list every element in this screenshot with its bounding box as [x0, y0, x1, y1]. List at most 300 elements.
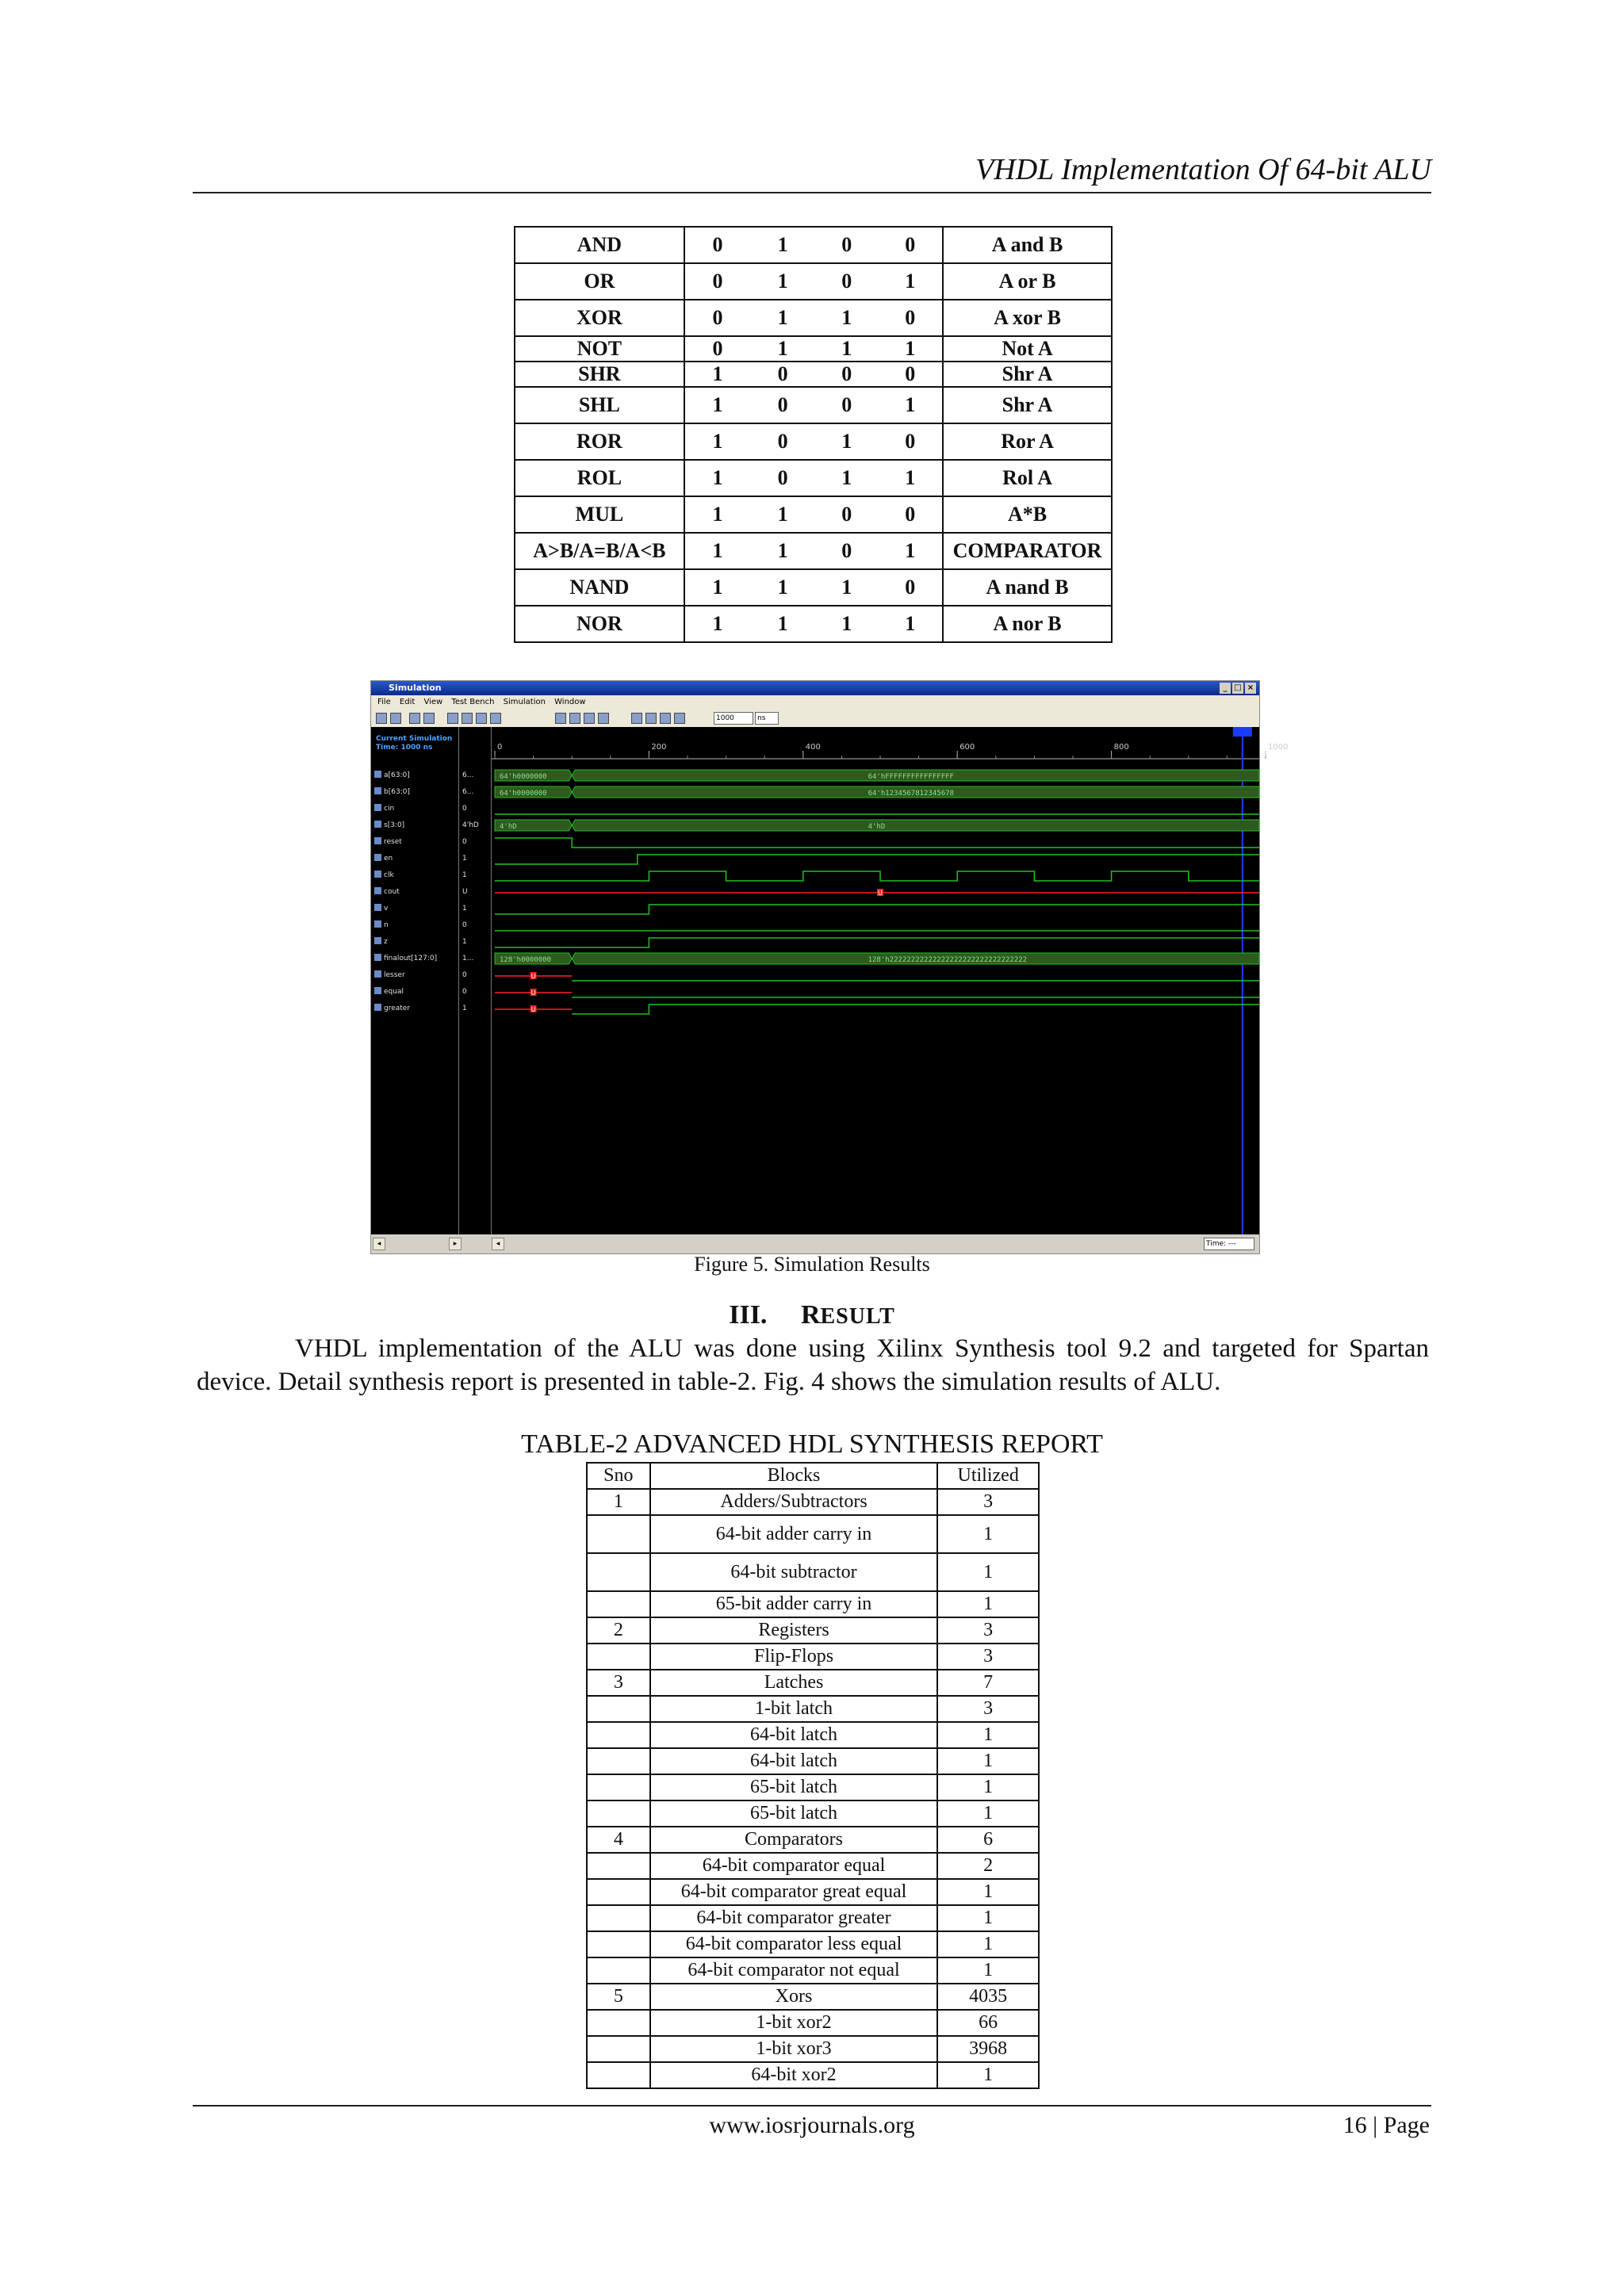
opcode-name: MUL	[515, 496, 684, 533]
cell-block: 64-bit adder carry in	[650, 1515, 938, 1553]
signal-name[interactable]	[374, 918, 389, 932]
table-row	[587, 1722, 1039, 1748]
opcode-name: ROR	[515, 423, 684, 460]
simulation-toolbar	[371, 710, 1259, 728]
table-row	[587, 1489, 1039, 1515]
signal-waveform	[495, 855, 1259, 864]
bus-signal-icon	[374, 787, 381, 794]
cell-sno	[587, 1553, 650, 1591]
opcode-row	[515, 263, 1112, 300]
opcode-bit: 0	[750, 387, 815, 423]
section-number: III.	[729, 1300, 768, 1330]
header-utilized: Utilized	[937, 1463, 1039, 1489]
bus-signal-icon	[374, 821, 381, 828]
opcode-bit: 1	[684, 460, 751, 496]
cell-utilized: 1	[937, 1931, 1039, 1957]
simulation-title-bar	[371, 681, 1259, 695]
opcode-bit: 0	[879, 496, 944, 533]
opcode-bit: 1	[750, 336, 815, 362]
cell-utilized: 2	[937, 1853, 1039, 1879]
signal-icon	[374, 1004, 381, 1011]
bus-value-label: 4'hD	[500, 823, 517, 831]
signal-value: 1	[462, 1004, 467, 1012]
opcode-bit: 1	[750, 533, 815, 569]
signal-waveform	[572, 1004, 1259, 1014]
signal-name[interactable]	[374, 885, 400, 899]
opcode-result: Rol A	[943, 460, 1112, 496]
zoom-out-icon[interactable]	[569, 713, 580, 724]
signal-icon	[374, 837, 381, 844]
undefined-marker-label: U	[878, 890, 883, 897]
cell-block: 65-bit latch	[650, 1774, 938, 1800]
header-blocks: Blocks	[650, 1463, 938, 1489]
menu-view[interactable]: View	[423, 698, 443, 706]
table-row	[587, 1696, 1039, 1722]
cell-sno	[587, 2036, 650, 2062]
opcode-bit: 0	[684, 263, 751, 300]
opcode-name: SHL	[515, 387, 684, 423]
signal-value: 6...	[462, 771, 474, 779]
opcode-bit: 1	[750, 496, 815, 533]
zoom-full-icon[interactable]	[598, 713, 609, 724]
opcode-row	[515, 362, 1112, 387]
signal-value: 0	[462, 838, 467, 846]
marker-icon[interactable]	[462, 713, 473, 724]
cell-sno: 1	[587, 1489, 650, 1515]
opcode-bit: 1	[684, 533, 751, 569]
opcode-row	[515, 227, 1112, 263]
cell-sno	[587, 1696, 650, 1722]
opcode-bit: 0	[879, 569, 944, 606]
bus-value-label: 128'h0000000	[500, 956, 552, 964]
cell-sno	[587, 2010, 650, 2036]
cell-utilized: 66	[937, 2010, 1039, 2036]
maximize-icon[interactable]: □	[1232, 683, 1243, 694]
signal-name-text: b[63:0]	[384, 788, 410, 796]
signal-value: U	[462, 888, 468, 896]
signal-name-text: a[63:0]	[384, 771, 410, 779]
menu-file[interactable]: File	[377, 698, 391, 706]
opcode-bit: 1	[750, 263, 815, 300]
current-simulation-label	[376, 735, 452, 752]
table-row	[587, 1591, 1039, 1617]
signal-name-text: cout	[384, 888, 400, 896]
opcode-bit: 0	[815, 263, 879, 300]
table-row	[587, 1748, 1039, 1774]
signal-icon	[374, 804, 381, 811]
cell-sno	[587, 1722, 650, 1748]
signal-waveform	[495, 871, 1259, 881]
wave-icon[interactable]	[490, 713, 501, 724]
opcode-name: A>B/A=B/A<B	[515, 533, 684, 569]
section-title-initial: R	[800, 1300, 821, 1330]
cell-block: 64-bit subtractor	[650, 1553, 938, 1591]
opcode-bit: 1	[879, 460, 944, 496]
opcode-bit: 0	[815, 362, 879, 387]
signal-waveform	[495, 905, 1259, 914]
opcode-bit: 1	[684, 362, 751, 387]
opcode-bit: 1	[815, 460, 879, 496]
table-row	[587, 1774, 1039, 1800]
cell-utilized: 3968	[937, 2036, 1039, 2062]
table-row	[587, 1931, 1039, 1957]
signal-waveform	[495, 938, 1259, 947]
opcode-bit: 1	[815, 606, 879, 642]
cell-block: Adders/Subtractors	[650, 1489, 938, 1515]
signal-value: 4'hD	[462, 821, 479, 829]
bus-value-label: 64'hFFFFFFFFFFFFFFFF	[868, 773, 954, 781]
save-icon[interactable]	[390, 713, 401, 724]
cell-utilized: 3	[937, 1644, 1039, 1670]
undefined-marker-label: U	[530, 973, 536, 980]
waveform-panel[interactable]	[492, 727, 1289, 1234]
section-title-rest: ESULT	[820, 1304, 895, 1329]
opcode-bit: 1	[684, 569, 751, 606]
close-icon[interactable]: ×	[1245, 683, 1256, 694]
opcode-name: SHR	[515, 362, 684, 387]
zoom-fit-icon[interactable]	[584, 713, 595, 724]
table-row	[587, 1515, 1039, 1553]
opcode-bit: 1	[750, 569, 815, 606]
cell-sno	[587, 1774, 650, 1800]
simulation-menu-bar	[371, 695, 1259, 710]
opcode-result: A*B	[943, 496, 1112, 533]
signal-icon	[374, 970, 381, 978]
header-rule	[193, 192, 1431, 193]
cell-utilized: 3	[937, 1489, 1039, 1515]
opcode-bit: 1	[684, 423, 751, 460]
opcode-bit: 0	[684, 227, 751, 263]
menu-simulation[interactable]: Simulation	[503, 698, 546, 706]
result-paragraph: VHDL implementation of the ALU was done using Xilinx Synthesis tool 9.2 and targeted for Spartan device. Detail synthesis report is presented in table-2. Fig. 4 shows the simulation results of ALU.	[197, 1334, 1429, 1396]
table-row	[587, 1800, 1039, 1827]
opcode-bit: 1	[815, 569, 879, 606]
opcode-bit: 1	[684, 496, 751, 533]
current-simulation-text: Current Simulation	[376, 735, 453, 743]
cell-sno	[587, 1905, 650, 1931]
opcode-name: NOR	[515, 606, 684, 642]
opcode-bit: 1	[684, 387, 751, 423]
footer-page-number: 16 | Page	[1342, 2112, 1430, 2138]
cell-sno: 2	[587, 1617, 650, 1644]
cell-sno	[587, 1853, 650, 1879]
opcode-name: XOR	[515, 300, 684, 336]
cell-sno	[587, 1800, 650, 1827]
signal-name[interactable]	[374, 901, 388, 916]
cell-block: Flip-Flops	[650, 1644, 938, 1670]
add-marker-icon[interactable]	[476, 713, 487, 724]
signal-name-text: s[3:0]	[384, 821, 405, 829]
opcode-name: OR	[515, 263, 684, 300]
run-for-icon[interactable]	[660, 713, 671, 724]
opcode-table	[514, 226, 1113, 643]
scroll-right-icon[interactable]: ▸	[449, 1238, 462, 1250]
opcode-result: Shr A	[943, 387, 1112, 423]
cell-utilized: 1	[937, 1957, 1039, 1984]
opcode-row	[515, 300, 1112, 336]
signal-icon	[374, 987, 381, 994]
header-sno: Sno	[587, 1463, 650, 1489]
opcode-bit: 0	[750, 460, 815, 496]
run-time-input[interactable]: 1000	[714, 712, 753, 725]
cell-sno	[587, 1644, 650, 1670]
opcode-bit: 1	[750, 300, 815, 336]
table-header-row	[587, 1463, 1039, 1489]
synthesis-report-table	[586, 1462, 1040, 2089]
cell-block: 64-bit comparator great equal	[650, 1879, 938, 1905]
table-row	[587, 2062, 1039, 2088]
opcode-bit: 0	[750, 423, 815, 460]
table-row	[587, 1853, 1039, 1879]
cell-sno	[587, 1515, 650, 1553]
signal-value-panel	[459, 727, 492, 1234]
opcode-result: COMPARATOR	[943, 533, 1112, 569]
signal-name-text: z	[384, 938, 388, 946]
cell-utilized: 1	[937, 1748, 1039, 1774]
cell-block: Registers	[650, 1617, 938, 1644]
opcode-result: A nand B	[943, 569, 1112, 606]
signal-icon	[374, 920, 381, 928]
cell-utilized: 3	[937, 1617, 1039, 1644]
cell-utilized: 1	[937, 1722, 1039, 1748]
cell-sno	[587, 1879, 650, 1905]
opcode-bit: 0	[684, 336, 751, 362]
footer-rule	[193, 2105, 1431, 2107]
bus-signal-icon	[374, 771, 381, 778]
section-heading	[0, 1300, 1624, 1330]
opcode-row	[515, 460, 1112, 496]
undefined-marker-label: U	[530, 1006, 536, 1013]
cell-block: 64-bit latch	[650, 1722, 938, 1748]
cell-block: 65-bit latch	[650, 1800, 938, 1827]
footer-url[interactable]: www.iosrjournals.org	[709, 2112, 915, 2138]
zoom-in-icon[interactable]	[555, 713, 566, 724]
opcode-bit: 1	[815, 336, 879, 362]
table-row	[587, 1644, 1039, 1670]
running-header-title: VHDL Implementation Of 64-bit ALU	[975, 153, 1431, 186]
copy-icon[interactable]	[409, 713, 420, 724]
opcode-result: A xor B	[943, 300, 1112, 336]
cell-block: 64-bit comparator greater	[650, 1905, 938, 1931]
opcode-bit: 0	[815, 387, 879, 423]
cell-utilized: 1	[937, 1553, 1039, 1591]
signal-name-text: n	[384, 921, 389, 929]
opcode-bit: 1	[684, 606, 751, 642]
signal-value: 1	[462, 905, 467, 913]
signal-name-panel	[371, 727, 459, 1234]
opcode-result: A nor B	[943, 606, 1112, 642]
opcode-bit: 0	[815, 496, 879, 533]
cell-sno	[587, 1957, 650, 1984]
signal-name[interactable]	[374, 935, 388, 949]
table-row	[587, 2010, 1039, 2036]
opcode-bit: 0	[879, 423, 944, 460]
cell-block: 1-bit latch	[650, 1696, 938, 1722]
run-time-unit-select[interactable]: ns	[755, 712, 779, 725]
signal-name[interactable]	[374, 985, 404, 999]
menu-test-bench[interactable]: Test Bench	[451, 698, 495, 706]
opcode-name: NOT	[515, 336, 684, 362]
signal-name-text: finalout[127:0]	[384, 955, 438, 962]
opcode-row	[515, 423, 1112, 460]
opcode-result: Not A	[943, 336, 1112, 362]
cell-block: 64-bit xor2	[650, 2062, 938, 2088]
opcode-bit: 0	[815, 227, 879, 263]
opcode-bit: 1	[879, 263, 944, 300]
signal-name[interactable]	[374, 851, 393, 866]
signal-waveform	[495, 838, 1259, 848]
opcode-bit: 1	[879, 387, 944, 423]
time-tick-label: 600	[959, 743, 975, 752]
cell-utilized: 1	[937, 2062, 1039, 2088]
cell-block: Comparators	[650, 1827, 938, 1853]
opcode-bit: 1	[815, 423, 879, 460]
signal-name-text: v	[384, 905, 389, 913]
table-row	[587, 1827, 1039, 1853]
opcode-row	[515, 569, 1112, 606]
cell-utilized: 1	[937, 1905, 1039, 1931]
opcode-row	[515, 336, 1112, 362]
cell-sno	[587, 1591, 650, 1617]
opcode-row	[515, 606, 1112, 642]
current-simulation-time: Time: 1000 ns	[376, 744, 433, 752]
time-tick-label: 1000	[1268, 743, 1289, 752]
signal-value: 1	[462, 855, 467, 863]
cell-block: 64-bit comparator equal	[650, 1853, 938, 1879]
opcode-bit: 0	[684, 300, 751, 336]
cursor-icon[interactable]	[447, 713, 458, 724]
table-row	[587, 1553, 1039, 1591]
menu-edit[interactable]: Edit	[399, 698, 416, 706]
pause-icon[interactable]	[645, 713, 657, 724]
signal-icon	[374, 887, 381, 894]
table2-title: TABLE-2 ADVANCED HDL SYNTHESIS REPORT	[521, 1429, 1103, 1459]
signal-name[interactable]	[374, 951, 437, 966]
cell-block: 65-bit adder carry in	[650, 1591, 938, 1617]
cell-sno	[587, 1931, 650, 1957]
opcode-bit: 1	[879, 336, 944, 362]
opcode-result: Ror A	[943, 423, 1112, 460]
opcode-bit: 1	[815, 300, 879, 336]
scroll-left-icon[interactable]: ◂	[373, 1238, 385, 1250]
signal-name-text: lesser	[384, 971, 405, 979]
opcode-row	[515, 496, 1112, 533]
cell-sno: 5	[587, 1984, 650, 2010]
cell-block: 64-bit comparator not equal	[650, 1957, 938, 1984]
time-field: Time: ---	[1204, 1238, 1254, 1250]
bus-value-label: 128'h22222222222222222222222222222222	[868, 956, 1028, 964]
signal-name[interactable]	[374, 768, 410, 783]
bus-segment	[572, 820, 1259, 831]
time-cursor-handle	[1233, 727, 1252, 737]
time-tick-label: 200	[651, 743, 667, 752]
cell-utilized: 1	[937, 1879, 1039, 1905]
opcode-result: A or B	[943, 263, 1112, 300]
signal-value: 0	[462, 805, 467, 813]
bus-value-label: 64'h1234567812345678	[868, 790, 954, 798]
new-icon[interactable]	[376, 713, 387, 724]
bus-value-label: 64'h0000000	[500, 790, 547, 798]
opcode-bit: 0	[815, 533, 879, 569]
table-row	[587, 2036, 1039, 2062]
signal-name[interactable]	[374, 968, 405, 982]
signal-name[interactable]	[374, 802, 394, 816]
opcode-result: A and B	[943, 227, 1112, 263]
table-row	[587, 1957, 1039, 1984]
opcode-bit: 1	[750, 227, 815, 263]
cell-block: Latches	[650, 1670, 938, 1696]
horizontal-scrollbar[interactable]	[371, 1234, 1259, 1253]
signal-icon	[374, 871, 381, 878]
simulation-screenshot	[370, 680, 1289, 1254]
signal-name[interactable]	[374, 1001, 410, 1016]
bus-value-label: 64'h0000000	[500, 773, 547, 781]
cell-block: Xors	[650, 1984, 938, 2010]
signal-value: 0	[462, 988, 467, 996]
signal-name[interactable]	[374, 785, 410, 799]
cell-sno	[587, 1748, 650, 1774]
time-tick-label: 800	[1113, 743, 1129, 752]
signal-value: 0	[462, 971, 467, 979]
cell-sno: 3	[587, 1670, 650, 1696]
opcode-row	[515, 387, 1112, 423]
opcode-row	[515, 533, 1112, 569]
signal-name[interactable]	[374, 818, 404, 832]
wave-scroll-left-icon[interactable]: ◂	[492, 1238, 504, 1250]
time-ruler	[492, 727, 1259, 759]
cell-block: 1-bit xor2	[650, 2010, 938, 2036]
restart-icon[interactable]	[674, 713, 685, 724]
table-row	[587, 1984, 1039, 2010]
signal-name-text: en	[384, 855, 393, 863]
cell-block: 64-bit comparator less equal	[650, 1931, 938, 1957]
cell-utilized: 1	[937, 1774, 1039, 1800]
signal-icon	[374, 937, 381, 944]
minimize-icon[interactable]: _	[1220, 683, 1231, 694]
cell-block: 64-bit latch	[650, 1748, 938, 1774]
time-tick-label: 0	[497, 743, 503, 752]
cell-utilized: 7	[937, 1670, 1039, 1696]
menu-window[interactable]: Window	[554, 698, 586, 706]
signal-name[interactable]	[374, 868, 394, 882]
table-row	[587, 1670, 1039, 1696]
opcode-bit: 0	[750, 362, 815, 387]
signal-icon	[374, 904, 381, 911]
paste-icon[interactable]	[423, 713, 435, 724]
cell-block: 1-bit xor3	[650, 2036, 938, 2062]
table-row	[587, 1617, 1039, 1644]
cell-utilized: 1	[937, 1591, 1039, 1617]
cell-sno	[587, 2062, 650, 2088]
signal-name-text: clk	[384, 871, 394, 879]
opcode-name: ROL	[515, 460, 684, 496]
run-icon[interactable]	[631, 713, 642, 724]
cell-utilized: 4035	[937, 1984, 1039, 2010]
figure-caption: Figure 5. Simulation Results	[694, 1253, 930, 1276]
table-row	[587, 1905, 1039, 1931]
cell-utilized: 1	[937, 1515, 1039, 1553]
time-tick-label: 400	[805, 743, 821, 752]
opcode-result: Shr A	[943, 362, 1112, 387]
opcode-bit: 1	[879, 606, 944, 642]
signal-value: 1...	[462, 955, 474, 962]
cell-sno: 4	[587, 1827, 650, 1853]
simulation-window-title: Simulation	[389, 683, 442, 693]
opcode-bit: 1	[879, 533, 944, 569]
signal-name[interactable]	[374, 835, 402, 849]
signal-value: 1	[462, 938, 467, 946]
signal-value: 1	[462, 871, 467, 879]
